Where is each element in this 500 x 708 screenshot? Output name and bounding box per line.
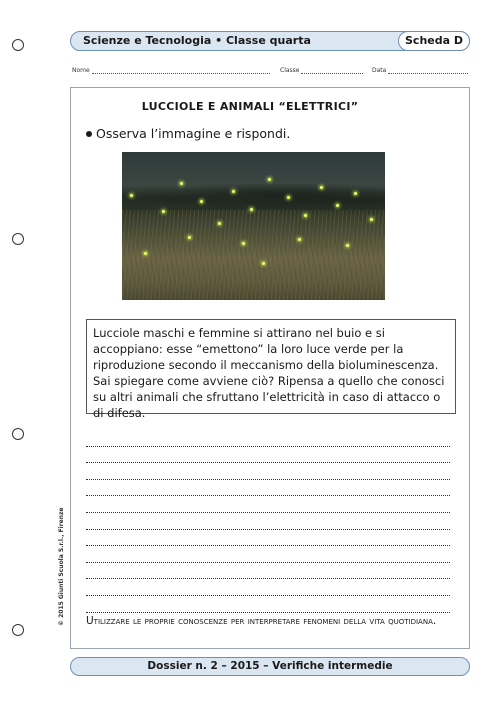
- firefly: [354, 192, 357, 195]
- date-field[interactable]: [372, 67, 468, 74]
- firefly: [200, 200, 203, 203]
- sheet-label: Scheda D: [398, 31, 470, 51]
- date-label: Data: [372, 67, 387, 74]
- subject-title: Scienze e Tecnologia • Classe quarta: [83, 34, 311, 47]
- firefly: [188, 236, 191, 239]
- bullet-icon: [86, 131, 92, 137]
- firefly: [250, 208, 253, 211]
- footer-bar: [70, 657, 470, 676]
- class-line[interactable]: [301, 67, 363, 74]
- firefly: [162, 210, 165, 213]
- binder-hole-bottom: [12, 624, 24, 636]
- footnote: Utilizzare le proprie conoscenze per interpretare fenomeni della vita quotidiana.: [86, 615, 437, 627]
- firefly: [242, 242, 245, 245]
- answer-line[interactable]: [86, 496, 450, 513]
- answer-line[interactable]: [86, 546, 450, 563]
- firefly: [144, 252, 147, 255]
- answer-line[interactable]: [86, 579, 450, 596]
- answer-line[interactable]: [86, 430, 450, 447]
- footer-text: Dossier n. 2 – 2015 – Verifiche intermedie: [147, 660, 393, 672]
- firefly: [180, 182, 183, 185]
- answer-line[interactable]: [86, 530, 450, 547]
- name-line[interactable]: [92, 67, 270, 74]
- question-box: [86, 319, 456, 420]
- firefly: [218, 222, 221, 225]
- firefly: [320, 186, 323, 189]
- instruction: [86, 126, 290, 141]
- instruction-text: Osserva l’immagine e rispondi.: [96, 126, 291, 141]
- header-bar: [70, 31, 470, 51]
- firefly: [232, 190, 235, 193]
- worksheet-title: LUCCIOLE E ANIMALI “ELETTRICI”: [141, 100, 359, 113]
- class-label: Classe: [280, 67, 300, 74]
- firefly: [346, 244, 349, 247]
- firefly: [304, 214, 307, 217]
- class-field[interactable]: [280, 67, 363, 74]
- firefly: [268, 178, 271, 181]
- firefly: [370, 218, 373, 221]
- binder-hole-lower: [12, 428, 24, 440]
- photo-meadow: [122, 210, 385, 300]
- binder-hole-upper: [12, 233, 24, 245]
- name-label: Nome: [72, 67, 90, 74]
- firefly: [336, 204, 339, 207]
- firefly: [287, 196, 290, 199]
- answer-line[interactable]: [86, 447, 450, 464]
- date-line[interactable]: [388, 67, 468, 74]
- firefly: [130, 194, 133, 197]
- binder-hole-top: [12, 39, 24, 51]
- firefly: [298, 238, 301, 241]
- fireflies-photo: [122, 152, 385, 300]
- firefly: [262, 262, 265, 265]
- answer-line[interactable]: [86, 596, 450, 613]
- question-text: Lucciole maschi e femmine si attirano nel buio e si accoppiano: esse “emettono” la loro luce verde per la riproduzione secondo il meccanismo della bioluminescenza. Sai spiegare come avviene ciò? Ripensa a quello che conosci su altri animali che sfruttano l’elettricità in caso di attacco o di difesa.: [93, 326, 445, 420]
- answer-line[interactable]: [86, 463, 450, 480]
- answer-line[interactable]: [86, 563, 450, 580]
- answer-line[interactable]: [86, 513, 450, 530]
- name-field[interactable]: [72, 67, 270, 74]
- answer-lines[interactable]: [86, 430, 450, 613]
- student-fields: [72, 67, 472, 79]
- copyright-notice: © 2015 Giunti Scuola S.r.l., Firenze: [58, 507, 65, 626]
- answer-line[interactable]: [86, 480, 450, 497]
